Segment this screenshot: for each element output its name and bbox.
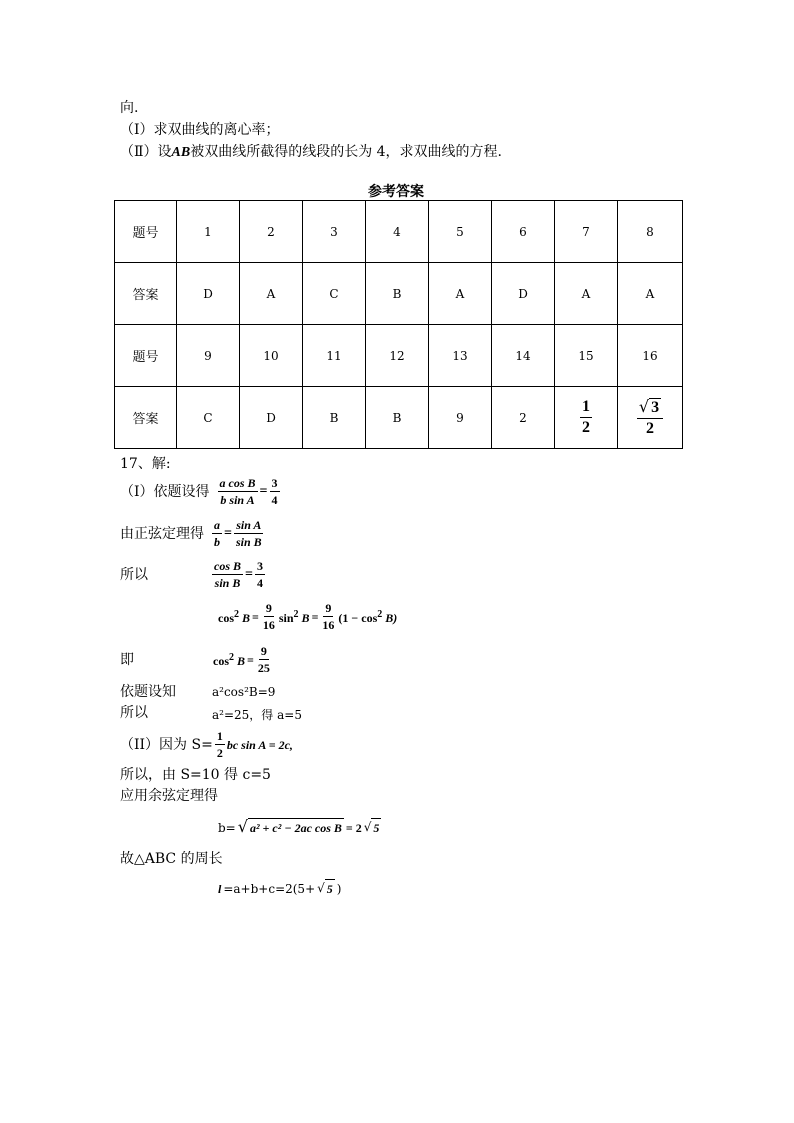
paren-open: (1 − cos bbox=[338, 611, 378, 625]
table-cell: B bbox=[366, 263, 429, 325]
fraction-denominator: b bbox=[214, 535, 220, 549]
sqrt-radicand: 5 bbox=[325, 879, 335, 898]
fraction-numerator: 1 bbox=[216, 729, 223, 743]
table-cell: 7 bbox=[555, 201, 618, 263]
equals-sign: = bbox=[245, 566, 253, 582]
var-b: B bbox=[237, 654, 246, 668]
sin-text: sin bbox=[278, 611, 294, 625]
fraction bbox=[215, 729, 225, 760]
fraction-numerator: 9 bbox=[260, 644, 267, 658]
table-cell: 11 bbox=[303, 325, 366, 387]
table-cell: D bbox=[177, 263, 240, 325]
table-cell-label: 题号 bbox=[115, 325, 177, 387]
superscript: 2 bbox=[229, 652, 234, 663]
fraction-numerator: a bbox=[214, 518, 220, 532]
table-cell: 8 bbox=[618, 201, 683, 263]
table-cell: 14 bbox=[492, 325, 555, 387]
table-cell: A bbox=[555, 263, 618, 325]
intro-line-3-pre: （Ⅱ）设 bbox=[120, 144, 172, 160]
table-cell: 2 bbox=[492, 387, 555, 449]
table-cell: D bbox=[240, 387, 303, 449]
solution-step-13 bbox=[218, 879, 341, 898]
sqrt-radicand: 3 bbox=[651, 398, 660, 416]
cos-text: cos bbox=[213, 654, 229, 668]
fraction bbox=[255, 559, 265, 590]
var-b: B bbox=[301, 611, 310, 625]
table-cell: A bbox=[429, 263, 492, 325]
equals-sign: = bbox=[311, 609, 319, 624]
fraction bbox=[320, 601, 336, 632]
table-cell: 10 bbox=[240, 325, 303, 387]
table-cell: B bbox=[303, 387, 366, 449]
table-cell: A bbox=[240, 263, 303, 325]
sqrt-icon: √ bbox=[363, 820, 372, 834]
sqrt bbox=[364, 818, 382, 837]
fraction-numerator: 1 bbox=[580, 398, 592, 418]
equals-sign: = bbox=[224, 525, 232, 541]
table-cell: 9 bbox=[429, 387, 492, 449]
table-cell: 4 bbox=[366, 201, 429, 263]
intro-line-1: 向. bbox=[120, 100, 139, 116]
fraction-denominator: 4 bbox=[256, 576, 263, 590]
fraction-denominator: sin B bbox=[235, 535, 262, 549]
solution-step-2 bbox=[120, 518, 264, 549]
table-row bbox=[115, 325, 683, 387]
solution-step-1 bbox=[120, 476, 280, 507]
solution-step-11 bbox=[218, 818, 381, 837]
table-cell: A bbox=[618, 263, 683, 325]
fraction-denominator: 4 bbox=[271, 493, 278, 507]
step-label: 由正弦定理得 bbox=[120, 525, 204, 542]
cos-term bbox=[213, 649, 245, 670]
fraction-denominator: 2 bbox=[645, 419, 654, 437]
equals-sign: = bbox=[247, 652, 254, 667]
sqrt-icon: √ bbox=[317, 881, 325, 895]
fraction-denominator: 16 bbox=[262, 618, 275, 632]
table-cell: D bbox=[492, 263, 555, 325]
paren-term bbox=[338, 606, 397, 627]
fraction-denominator: 2 bbox=[216, 746, 223, 760]
step-label: 依题设知 bbox=[120, 684, 176, 700]
table-row bbox=[115, 201, 683, 263]
step-label: （I）依题设得 bbox=[120, 483, 210, 500]
sqrt bbox=[317, 879, 335, 898]
table-cell: 5 bbox=[429, 201, 492, 263]
solution-step-8 bbox=[120, 729, 293, 760]
table-cell: B bbox=[366, 387, 429, 449]
superscript: 2 bbox=[234, 609, 239, 620]
step-label: 所以 bbox=[120, 705, 148, 721]
fraction bbox=[580, 398, 592, 437]
solution-heading: 17、解: bbox=[120, 456, 171, 472]
sqrt bbox=[639, 398, 661, 417]
equals-sign: = bbox=[252, 609, 259, 624]
table-cell: 3 bbox=[303, 201, 366, 263]
solution-line: 故△ABC 的周长 bbox=[120, 851, 223, 867]
fraction-numerator: sin A bbox=[236, 518, 262, 532]
fraction bbox=[256, 644, 272, 675]
step-expression: bc sin A = 2c, bbox=[226, 737, 293, 752]
table-cell: 2 bbox=[240, 201, 303, 263]
sqrt-icon: √ bbox=[237, 817, 248, 836]
solution-step-4 bbox=[218, 601, 397, 632]
solution-line: 所以，由 S=10 得 c=5 bbox=[120, 767, 271, 783]
fraction-denominator: 2 bbox=[582, 419, 590, 436]
fraction-numerator: 3 bbox=[271, 476, 278, 490]
var-b: B bbox=[242, 611, 251, 625]
table-cell-label: 答案 bbox=[115, 263, 177, 325]
step-label: 所以 bbox=[120, 567, 148, 583]
fraction bbox=[212, 518, 222, 549]
table-cell: 13 bbox=[429, 325, 492, 387]
intro-line-2: （Ⅰ）求双曲线的离心率； bbox=[120, 122, 280, 138]
superscript: 2 bbox=[293, 609, 299, 620]
var-l: l bbox=[218, 881, 222, 896]
fraction bbox=[218, 476, 258, 507]
sqrt-radicand: 5 bbox=[371, 818, 381, 837]
cos-term bbox=[218, 606, 250, 627]
step-label: （II）因为 S= bbox=[120, 736, 213, 753]
fraction-denominator: sin B bbox=[214, 576, 241, 590]
cos-text: cos bbox=[218, 611, 234, 625]
fraction bbox=[270, 476, 280, 507]
intro-line-3-post: 被双曲线所截得的线段的长为 4，求双曲线的方程. bbox=[190, 144, 503, 160]
fraction bbox=[261, 601, 277, 632]
fraction-numerator: 9 bbox=[325, 601, 332, 615]
solution-line: 应用余弦定理得 bbox=[120, 788, 218, 804]
sin-term bbox=[279, 606, 310, 627]
fraction-numerator: cos B bbox=[214, 559, 241, 573]
intro-line-3-var: AB bbox=[171, 145, 191, 160]
step-expression: a²cos²B=9 bbox=[212, 685, 276, 699]
fraction-denominator: b sin A bbox=[220, 493, 255, 507]
sqrt-icon: √ bbox=[638, 396, 650, 416]
intro-line-3 bbox=[120, 143, 502, 162]
step-expression: a²=25，得 a=5 bbox=[212, 708, 302, 722]
fraction-numerator: 3 bbox=[256, 559, 263, 573]
table-cell-label: 答案 bbox=[115, 387, 177, 449]
answers-title: 参考答案 bbox=[368, 184, 424, 200]
paren-close: B) bbox=[385, 611, 398, 625]
table-row bbox=[115, 387, 683, 449]
answer-table bbox=[114, 200, 683, 449]
step-expression: =a+b+c=2(5+ bbox=[223, 881, 316, 896]
step-label: 即 bbox=[120, 652, 134, 668]
step-prefix: b= bbox=[218, 820, 236, 835]
table-cell: 1 bbox=[177, 201, 240, 263]
step-expression-end: ) bbox=[336, 881, 342, 896]
step-expression: = 2 bbox=[345, 820, 362, 835]
table-cell: C bbox=[177, 387, 240, 449]
fraction bbox=[212, 559, 243, 590]
fraction-numerator: 9 bbox=[265, 601, 272, 615]
table-cell: 9 bbox=[177, 325, 240, 387]
sqrt bbox=[238, 818, 344, 837]
fraction-denominator: 16 bbox=[322, 618, 335, 632]
table-row bbox=[115, 263, 683, 325]
table-cell: 12 bbox=[366, 325, 429, 387]
equals-sign: = bbox=[259, 483, 268, 499]
fraction-numerator: a cos B bbox=[219, 476, 256, 490]
fraction bbox=[637, 398, 663, 438]
solution-step-3 bbox=[212, 559, 265, 590]
solution-step-5 bbox=[213, 644, 272, 675]
table-cell: 16 bbox=[618, 325, 683, 387]
table-cell-fraction bbox=[555, 387, 618, 449]
table-cell-label: 题号 bbox=[115, 201, 177, 263]
table-cell: 6 bbox=[492, 201, 555, 263]
fraction-numerator bbox=[637, 398, 663, 419]
sqrt-radicand: a² + c² − 2ac cos B bbox=[248, 818, 344, 837]
table-cell: 15 bbox=[555, 325, 618, 387]
fraction-denominator: 25 bbox=[257, 661, 270, 675]
fraction bbox=[234, 518, 264, 549]
superscript: 2 bbox=[377, 609, 383, 620]
table-cell: C bbox=[303, 263, 366, 325]
table-cell-fraction bbox=[618, 387, 683, 449]
